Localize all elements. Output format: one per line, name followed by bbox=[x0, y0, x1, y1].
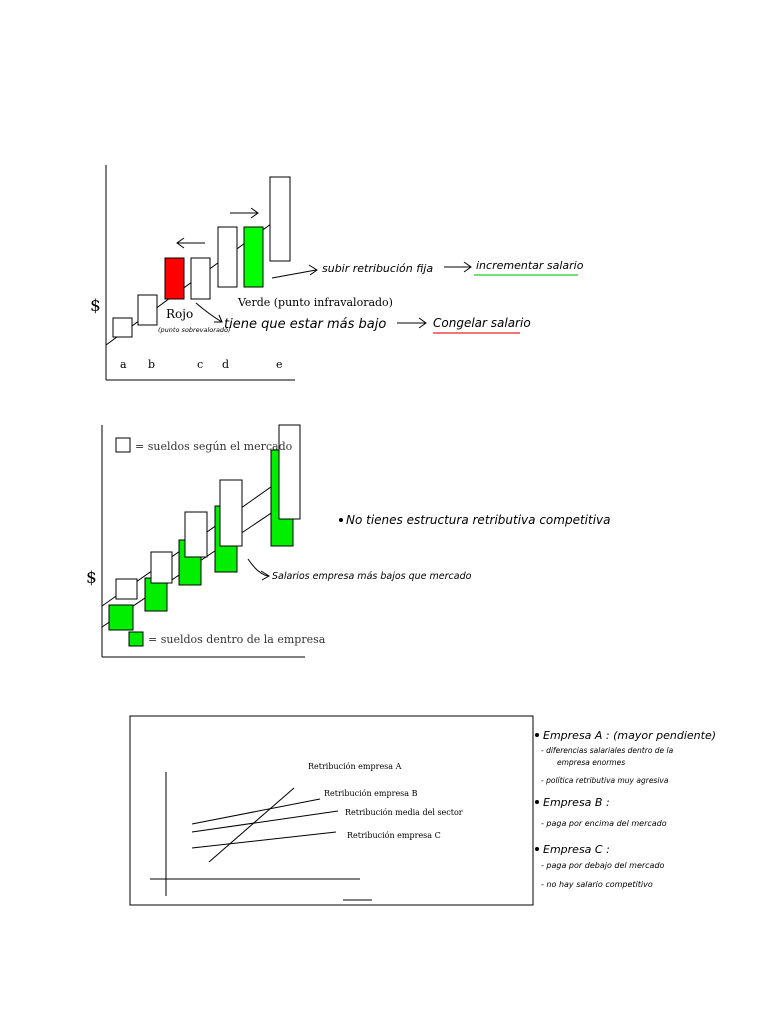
fig2-market-box-1 bbox=[116, 579, 137, 599]
note-c-line-2: - no hay salario competitivo bbox=[541, 880, 653, 889]
fig2-market-box-2 bbox=[151, 552, 172, 583]
note-bullet-b bbox=[535, 800, 539, 804]
note-empresa-c: Empresa C : bbox=[543, 843, 610, 856]
fig3-label-sector: Retribución media del sector bbox=[345, 808, 463, 817]
fig2-market-box-3 bbox=[185, 512, 207, 557]
fig1-upper-result: incrementar salario bbox=[476, 259, 584, 272]
fig1-letter-b: b bbox=[148, 358, 156, 371]
fig1-letter-e: e bbox=[276, 358, 283, 371]
note-a-line-1b: empresa enormes bbox=[557, 758, 626, 767]
fig1-box-c bbox=[191, 258, 210, 299]
fig1-letter-d: d bbox=[222, 358, 230, 371]
fig1-lower-result: Congelar salario bbox=[433, 316, 531, 330]
figure-3-company-comparison bbox=[130, 716, 533, 905]
fig1-red-box bbox=[165, 258, 184, 299]
fig2-legend-market-swatch bbox=[116, 438, 130, 452]
fig1-letter-c: c bbox=[197, 358, 204, 371]
fig1-upper-arrow bbox=[272, 270, 316, 278]
figure-1-salary-chart bbox=[90, 165, 584, 380]
note-a-line-2: - política retributiva muy agresiva bbox=[541, 776, 669, 785]
fig1-box-d bbox=[218, 227, 237, 287]
fig3-label-b: Retribución empresa B bbox=[324, 789, 418, 798]
fig2-currency-label: $ bbox=[86, 568, 97, 588]
fig1-box-e bbox=[270, 177, 290, 261]
fig1-right-arrow bbox=[230, 208, 258, 218]
fig2-company-box-1 bbox=[109, 605, 133, 630]
fig2-market-box-4 bbox=[220, 480, 242, 546]
figure-2-market-comparison bbox=[86, 425, 610, 657]
fig1-rojo-note: (punto sobrevalorado) bbox=[158, 326, 231, 334]
fig2-legend-market: = sueldos según el mercado bbox=[135, 440, 293, 453]
fig1-lower-arrow bbox=[196, 303, 222, 322]
fig3-label-c: Retribución empresa C bbox=[347, 831, 441, 840]
fig1-verde-label: Verde (punto infravalorado) bbox=[238, 296, 393, 309]
fig1-box-b bbox=[138, 295, 157, 325]
note-c-line-1: - paga por debajo del mercado bbox=[541, 861, 665, 870]
fig3-frame bbox=[130, 716, 533, 905]
note-b-line-1: - paga por encima del mercado bbox=[541, 819, 667, 828]
fig1-upper-note: subir retribución fija bbox=[322, 262, 434, 275]
fig2-bullet bbox=[339, 518, 343, 522]
fig1-left-arrow bbox=[177, 238, 205, 248]
fig2-legend-company: = sueldos dentro de la empresa bbox=[148, 633, 326, 646]
fig1-box-a bbox=[113, 318, 132, 337]
note-bullet-c bbox=[535, 847, 539, 851]
fig3-label-a: Retribución empresa A bbox=[308, 762, 402, 771]
fig1-green-box bbox=[244, 227, 263, 287]
fig1-letter-a: a bbox=[120, 358, 127, 371]
figure-3-notes bbox=[535, 729, 716, 889]
note-bullet-a bbox=[535, 733, 539, 737]
fig1-currency-label: $ bbox=[90, 296, 101, 316]
note-a-line-1: - diferencias salariales dentro de la bbox=[541, 746, 674, 755]
fig2-legend-company-swatch bbox=[129, 632, 143, 646]
note-empresa-a: Empresa A : (mayor pendiente) bbox=[543, 729, 717, 742]
fig1-lower-note: tiene que estar más bajo bbox=[224, 317, 387, 332]
fig2-note-right: No tienes estructura retributiva competitiva bbox=[346, 513, 611, 527]
fig2-note-arrow: Salarios empresa más bajos que mercado bbox=[272, 571, 472, 582]
fig1-rojo-label: Rojo bbox=[166, 307, 194, 321]
note-empresa-b: Empresa B : bbox=[543, 796, 610, 809]
